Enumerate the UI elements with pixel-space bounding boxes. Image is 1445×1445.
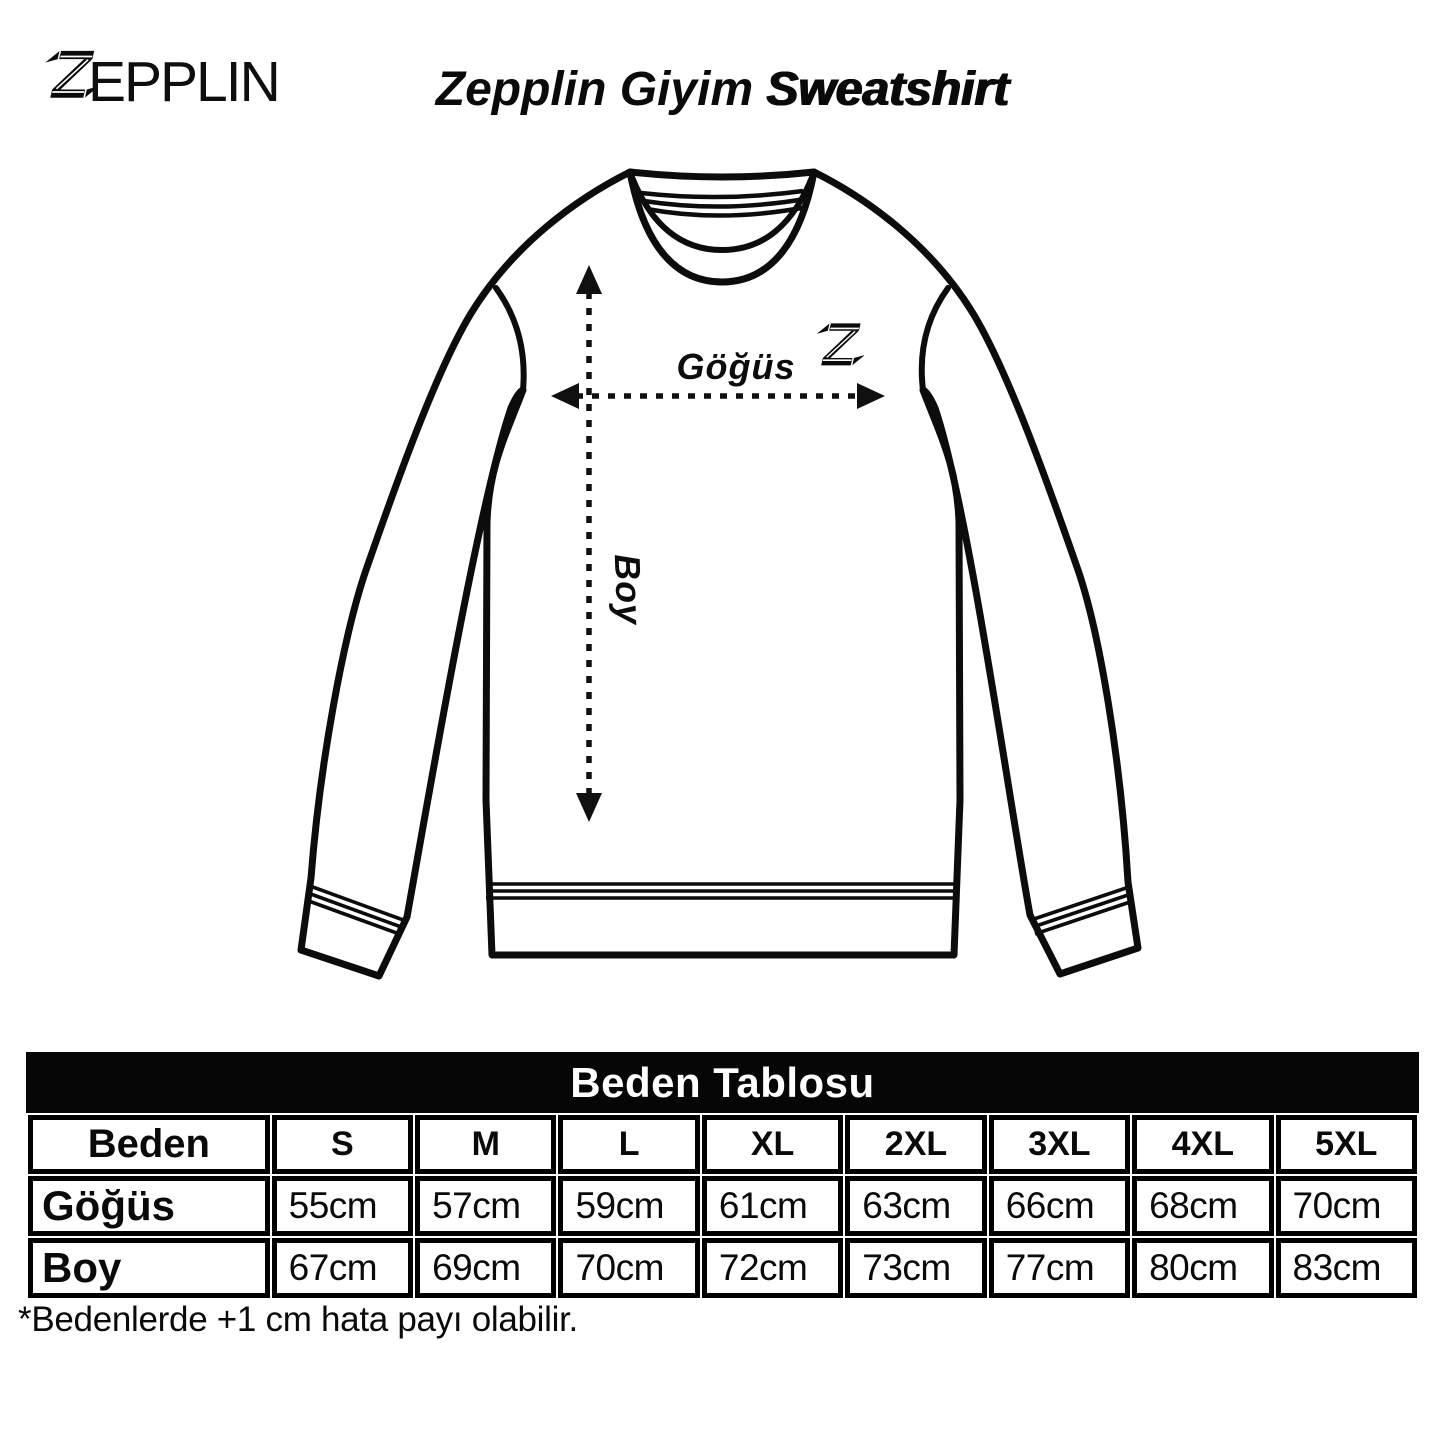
length-value: 69cm — [415, 1238, 556, 1298]
chest-measure-label: Göğüs — [676, 346, 796, 387]
chest-value: 55cm — [272, 1176, 413, 1236]
col-header-size: 3XL — [989, 1115, 1130, 1174]
sweatshirt-outline — [301, 172, 1138, 976]
tolerance-footnote: *Bedenlerde +1 cm hata payı olabilir. — [18, 1300, 578, 1339]
size-table — [26, 1113, 1419, 1300]
length-value: 73cm — [845, 1238, 986, 1298]
chest-row — [28, 1176, 1417, 1236]
chest-value: 68cm — [1132, 1176, 1273, 1236]
size-table-title: Beden Tablosu — [26, 1052, 1419, 1113]
row-label-gogus: Göğüs — [28, 1176, 270, 1236]
length-row — [28, 1238, 1417, 1298]
col-header-size: S — [272, 1115, 413, 1174]
chest-value: 59cm — [558, 1176, 699, 1236]
length-value: 83cm — [1276, 1238, 1418, 1298]
chest-value: 61cm — [702, 1176, 843, 1236]
sweatshirt-sketch — [301, 172, 1138, 976]
chest-value: 63cm — [845, 1176, 986, 1236]
size-table-section — [26, 1052, 1419, 1300]
size-header-row — [28, 1115, 1417, 1174]
title-brand-part: Zepplin Giyim — [435, 63, 767, 116]
col-header-size: 2XL — [845, 1115, 986, 1174]
col-header-beden: Beden — [28, 1115, 270, 1174]
length-value: 70cm — [558, 1238, 699, 1298]
length-measure-label: Boy — [606, 553, 651, 626]
chest-value: 57cm — [415, 1176, 556, 1236]
col-header-size: M — [415, 1115, 556, 1174]
title-product-part: Sweatshirt — [766, 63, 1010, 116]
length-value: 80cm — [1132, 1238, 1273, 1298]
col-header-size: XL — [702, 1115, 843, 1174]
length-value: 67cm — [272, 1238, 413, 1298]
length-value: 72cm — [702, 1238, 843, 1298]
col-header-size: 5XL — [1276, 1115, 1418, 1174]
row-label-boy: Boy — [28, 1238, 270, 1298]
col-header-size: 4XL — [1132, 1115, 1273, 1174]
chest-value: 70cm — [1276, 1176, 1418, 1236]
length-value: 77cm — [989, 1238, 1130, 1298]
col-header-size: L — [558, 1115, 699, 1174]
brand-wordmark: EPPLIN — [88, 50, 279, 114]
page-title — [0, 62, 1445, 117]
chest-value: 66cm — [989, 1176, 1130, 1236]
